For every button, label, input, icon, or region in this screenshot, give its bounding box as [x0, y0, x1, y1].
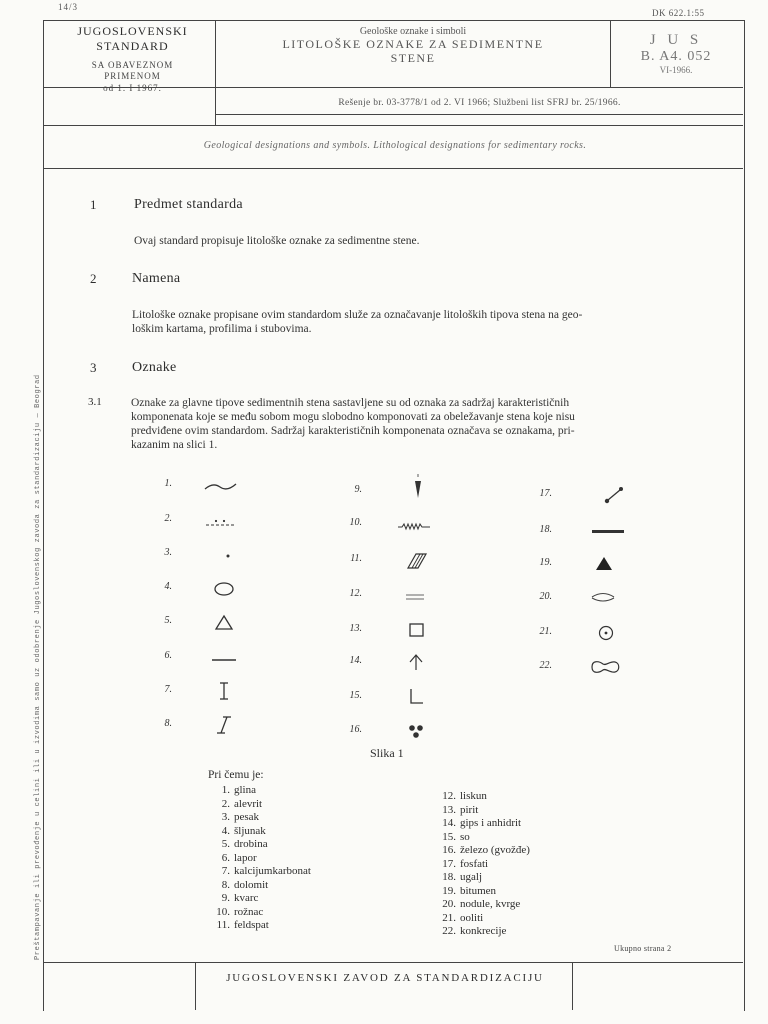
footer-divider: [572, 962, 573, 1010]
symbol-number: 9.: [354, 484, 362, 495]
nodule-lens-icon: [586, 587, 622, 609]
calcium-carbonate-i-icon: [202, 680, 238, 702]
legend-item: 13. pirit: [442, 803, 479, 816]
english-title: Geological designations and symbols. Lithological designations for sedimentary rocks.: [203, 140, 587, 151]
subject-line: Geološke oznake i simboli: [359, 26, 467, 37]
symbol-number: 7.: [164, 684, 172, 695]
sand-dot-icon: [202, 545, 238, 567]
standard-code-block: [612, 32, 740, 75]
legend-intro: Pri čemu je:: [208, 769, 264, 781]
standard-word: STANDARD: [96, 39, 169, 53]
symbol-number: 17.: [539, 488, 552, 499]
subsection-number: 3.1: [88, 396, 102, 408]
subsection-text: komponenata koje se među sobom mogu slobodno komponovati za obeležavanje stena koje nisu: [131, 411, 575, 423]
symbol-number: 13.: [349, 623, 362, 634]
header-divider: [215, 87, 743, 88]
subsection-text: Oznake za glavne tipove sedimentnih stena sastavljene su od oznaka za sadržaj karakterističnih: [131, 397, 570, 409]
marl-dash-icon: [202, 648, 238, 670]
symbol-number: 16.: [349, 724, 362, 735]
gravel-oval-icon: [202, 578, 238, 600]
legend-item: 5. drobina: [221, 838, 268, 850]
header-title-block: [218, 26, 608, 66]
mandatory-label: SA OBAVEZNOM: [91, 60, 174, 70]
symbol-number: 19.: [539, 557, 552, 568]
section-number: 1: [90, 197, 97, 212]
org-name: JUGOSLOVENSKI: [77, 24, 188, 38]
symbol-number: 20.: [539, 591, 552, 602]
legend-item: 19. bitumen: [442, 884, 497, 897]
chert-zigzag-icon: [396, 515, 432, 537]
salt-corner-icon: [398, 686, 434, 708]
standard-date: VI-1966.: [659, 65, 693, 75]
legend-item: 1. glina: [221, 784, 256, 796]
legend-item: 9. kvarc: [221, 892, 259, 904]
subsection-text: kazanim na slici 1.: [131, 439, 218, 451]
legend-item: 11. feldspat: [216, 919, 269, 931]
symbol-number: 1.: [164, 478, 172, 489]
legend-item: 16. železo (gvožđe): [442, 844, 530, 856]
legend-item: 12. liskun: [442, 790, 487, 802]
corner-mark-left: 14/3: [58, 2, 79, 12]
legend-item: 4. šljunak: [221, 824, 266, 837]
footer-institute: JUGOSLOVENSKI ZAVOD ZA STANDARDIZACIJU: [226, 972, 544, 984]
standard-code: B. A4. 052: [640, 49, 712, 64]
legend-item: 20. nodule, kvrge: [442, 898, 521, 910]
symbol-number: 14.: [349, 655, 362, 666]
section-text: Litološke oznake propisane ovim standardom služe za označavanje litoloških tipova stena na geo-: [132, 309, 583, 321]
footer-divider: [43, 962, 743, 963]
symbol-number: 8.: [164, 718, 172, 729]
legend-item: 10. rožnac: [216, 905, 264, 918]
coal-bar-icon: [590, 520, 626, 542]
total-pages: Ukupno strana 2: [614, 944, 672, 953]
symbol-number: 18.: [539, 524, 552, 535]
legend-item: 3. pesak: [221, 811, 260, 823]
silt-dash-dots-icon: [202, 511, 238, 533]
dolomite-slanted-i-icon: [202, 714, 238, 736]
gypsum-arrow-icon: [398, 652, 434, 674]
header-divider: [610, 20, 611, 87]
bitumen-triangle-icon: [592, 553, 628, 575]
mandatory-label-2: PRIMENOM: [104, 71, 161, 82]
symbol-number: 2.: [164, 513, 172, 524]
symbol-number: 4.: [164, 581, 172, 592]
symbol-number: 11.: [350, 553, 362, 564]
legend-item: 22. konkrecije: [442, 925, 507, 937]
figure-caption: Slika 1: [370, 746, 404, 760]
mica-double-line-icon: [398, 586, 434, 608]
feldspar-parallelogram-icon: [398, 550, 434, 572]
decision-line: Rešenje br. 03-3778/1 od 2. VI 1966; Službeni list SFRJ br. 25/1966.: [338, 98, 621, 108]
clay-wave-icon: [202, 476, 238, 498]
symbol-number: 22.: [539, 660, 552, 671]
udc-number: DK 622.1:55: [652, 8, 705, 18]
subsection-text: predviđene ovim standardom. Sadržaj karakterističnih komponenata označava se oznakama, pri-: [131, 425, 575, 437]
pyrite-square-icon: [398, 620, 434, 642]
symbol-number: 21.: [539, 626, 552, 637]
document-title: LITOLOŠKE OZNAKE ZA SEDIMENTNE: [282, 37, 544, 51]
footer-divider: [195, 962, 196, 1010]
concretion-blob-icon: [586, 656, 622, 678]
symbol-number: 3.: [164, 547, 172, 558]
section-number: 3: [90, 360, 97, 375]
legend-item: 18. ugalj: [442, 871, 482, 883]
legend-item: 17. fosfati: [442, 857, 489, 870]
legend-item: 7. kalcijumkarbonat: [221, 865, 311, 877]
legend-item: 15. so: [442, 830, 470, 843]
oolite-circle-icon: [588, 622, 624, 644]
section-text: Ovaj standard propisuje litološke oznake za sedimentne stene.: [134, 235, 420, 247]
copyright-side-note: Preštampavanje ili prevođenje u celini ili u izvodima samo uz odobrenje Jugoslovenskog zavoda za standardizaciju — Beograd: [34, 374, 42, 960]
section-number: 2: [90, 271, 97, 286]
symbol-number: 5.: [164, 615, 172, 626]
quartz-wedge-icon: [400, 474, 436, 502]
legend-column-2: [436, 790, 530, 939]
legend-column-1: [210, 784, 311, 933]
legend-item: 6. lapor: [221, 851, 257, 864]
section-title: Oznake: [132, 360, 177, 375]
mandatory-date: od 1. I 1967.: [103, 82, 162, 93]
legend-item: 21. ooliti: [442, 911, 484, 924]
legend-item: 8. dolomit: [221, 878, 269, 891]
header-divider: [43, 168, 743, 169]
standard-code-prefix: J U S: [649, 32, 703, 48]
header-divider: [215, 114, 743, 115]
document-title-2: STENE: [390, 51, 436, 66]
section-title: Predmet standarda: [134, 197, 243, 212]
section-title: Namena: [132, 271, 181, 286]
symbol-number: 6.: [164, 650, 172, 661]
header-divider: [215, 20, 216, 126]
phosphate-stick-icon: [598, 484, 634, 506]
breccia-triangle-icon: [202, 612, 238, 634]
symbol-number: 12.: [349, 588, 362, 599]
header-divider: [43, 125, 743, 126]
legend-item: 14. gips i anhidrit: [442, 817, 522, 829]
iron-dots-icon: [398, 720, 434, 742]
header-standard-type: [50, 24, 215, 94]
symbol-number: 10.: [349, 517, 362, 528]
symbol-number: 15.: [349, 690, 362, 701]
legend-item: 2. alevrit: [221, 797, 263, 810]
section-text: loškim kartama, profilima i stubovima.: [132, 323, 312, 335]
